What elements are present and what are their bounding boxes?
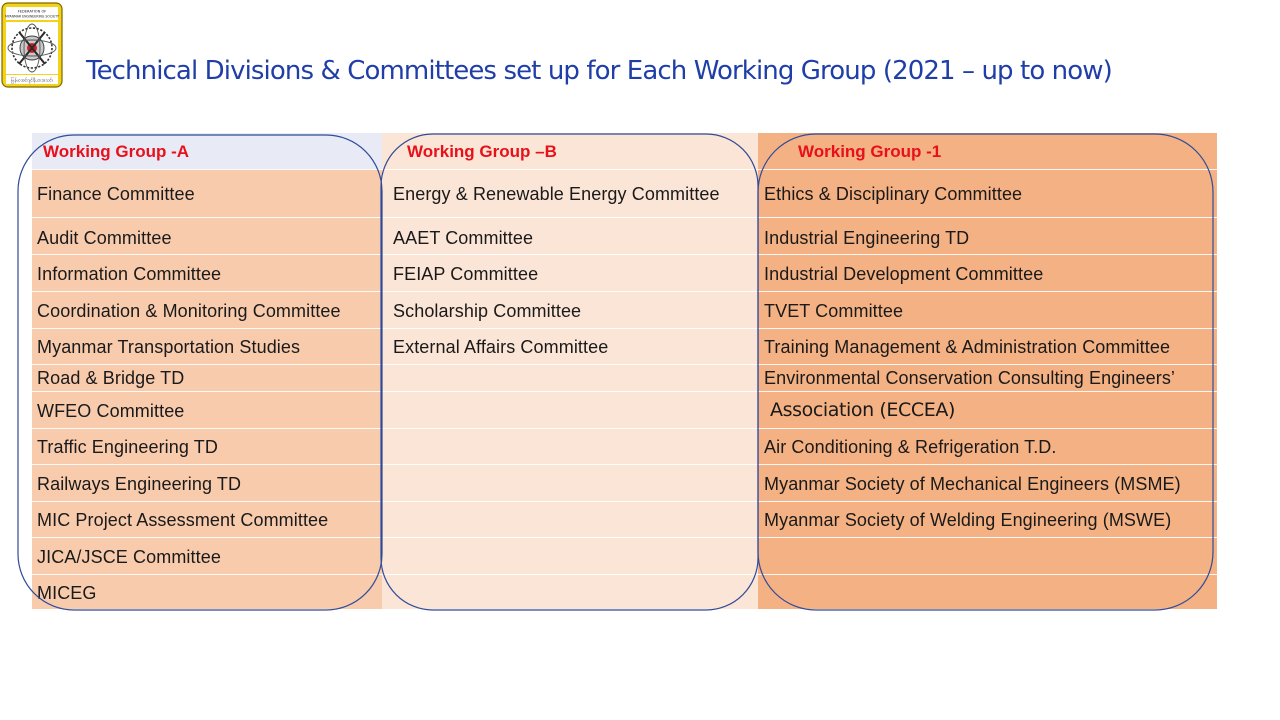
table-row: [32, 501, 382, 537]
table-row: [32, 254, 382, 291]
table-row: [382, 391, 758, 428]
list-item: Industrial Engineering TD: [764, 228, 970, 248]
list-item: AAET Committee: [393, 228, 534, 248]
list-item: TVET Committee: [764, 301, 904, 321]
table-row: [382, 254, 758, 291]
table-row: [758, 169, 1217, 217]
table-row: [32, 364, 382, 391]
table-row: [382, 428, 758, 464]
group-1-header: Working Group -1: [798, 142, 942, 161]
group-b-header: Working Group –B: [407, 142, 557, 161]
list-item: Road & Bridge TD: [37, 368, 185, 388]
table-row: [382, 464, 758, 501]
list-item: WFEO Committee: [37, 401, 185, 421]
table-row: [382, 291, 758, 328]
table-row: [32, 464, 382, 501]
table-row: [758, 537, 1217, 574]
list-item: FEIAP Committee: [393, 264, 539, 284]
svg-text:မြန်မာအင်ဂျင်နီယာအသင်း: မြန်မာအင်ဂျင်နီယာအသင်း: [10, 78, 54, 84]
page-title: Technical Divisions & Committees set up for Each Working Group (2021 – up to now): [86, 56, 1112, 86]
table-row: [32, 328, 382, 364]
list-item: Ethics & Disciplinary Committee: [764, 184, 1023, 204]
list-item: Association (ECCEA): [770, 399, 955, 421]
list-item: Scholarship Committee: [393, 301, 582, 321]
table-row: [32, 291, 382, 328]
table-row: [382, 537, 758, 574]
table-row: [758, 464, 1217, 501]
list-item: Environmental Conservation Consulting Engineers’: [764, 368, 1176, 388]
table-row: [32, 169, 382, 217]
table-row: [382, 574, 758, 609]
list-item: Myanmar Transportation Studies: [37, 337, 301, 357]
table-row: [32, 428, 382, 464]
list-item: Air Conditioning & Refrigeration T.D.: [764, 437, 1057, 457]
table-row: [758, 574, 1217, 609]
list-item: Railways Engineering TD: [37, 474, 242, 494]
list-item: Audit Committee: [37, 228, 172, 248]
list-item: Finance Committee: [37, 184, 195, 204]
svg-text:MYANMAR ENGINEERING SOCIETY: MYANMAR ENGINEERING SOCIETY: [4, 14, 60, 19]
table-row: [758, 328, 1217, 364]
table-row: [758, 217, 1217, 254]
group-1-column: [758, 133, 1217, 609]
list-item: MICEG: [37, 583, 97, 603]
list-item: Training Management & Administration Committee: [764, 337, 1171, 357]
table-row: [758, 428, 1217, 464]
table-row: [382, 169, 758, 217]
table-row: [382, 217, 758, 254]
table-row: [382, 364, 758, 391]
table-row: [382, 501, 758, 537]
table-row: [758, 391, 1217, 428]
table-row: [758, 291, 1217, 328]
list-item: External Affairs Committee: [393, 337, 609, 357]
list-item: Industrial Development Committee: [764, 264, 1044, 284]
federation-logo: [1, 2, 63, 88]
table-row: [32, 574, 382, 609]
working-groups-table: [32, 133, 1217, 609]
table-row: [758, 254, 1217, 291]
group-a-column: [32, 133, 382, 609]
table-row: [758, 501, 1217, 537]
svg-text:FEDERATION OF: FEDERATION OF: [17, 9, 47, 14]
table-row: [32, 537, 382, 574]
list-item: Coordination & Monitoring Committee: [37, 301, 341, 321]
list-item: Myanmar Society of Welding Engineering (MSWE): [764, 510, 1172, 530]
list-item: JICA/JSCE Committee: [37, 547, 221, 567]
list-item: Energy & Renewable Energy Committee: [393, 184, 720, 204]
table-row: [32, 217, 382, 254]
group-b-column: [382, 133, 758, 609]
table-row: [758, 364, 1217, 391]
group-a-header: Working Group -A: [43, 142, 190, 161]
list-item: Information Committee: [37, 264, 222, 284]
list-item: Traffic Engineering TD: [37, 437, 218, 457]
list-item: MIC Project Assessment Committee: [37, 510, 329, 530]
table-row: [32, 391, 382, 428]
table-row: [382, 328, 758, 364]
list-item: Myanmar Society of Mechanical Engineers (MSME): [764, 474, 1181, 494]
